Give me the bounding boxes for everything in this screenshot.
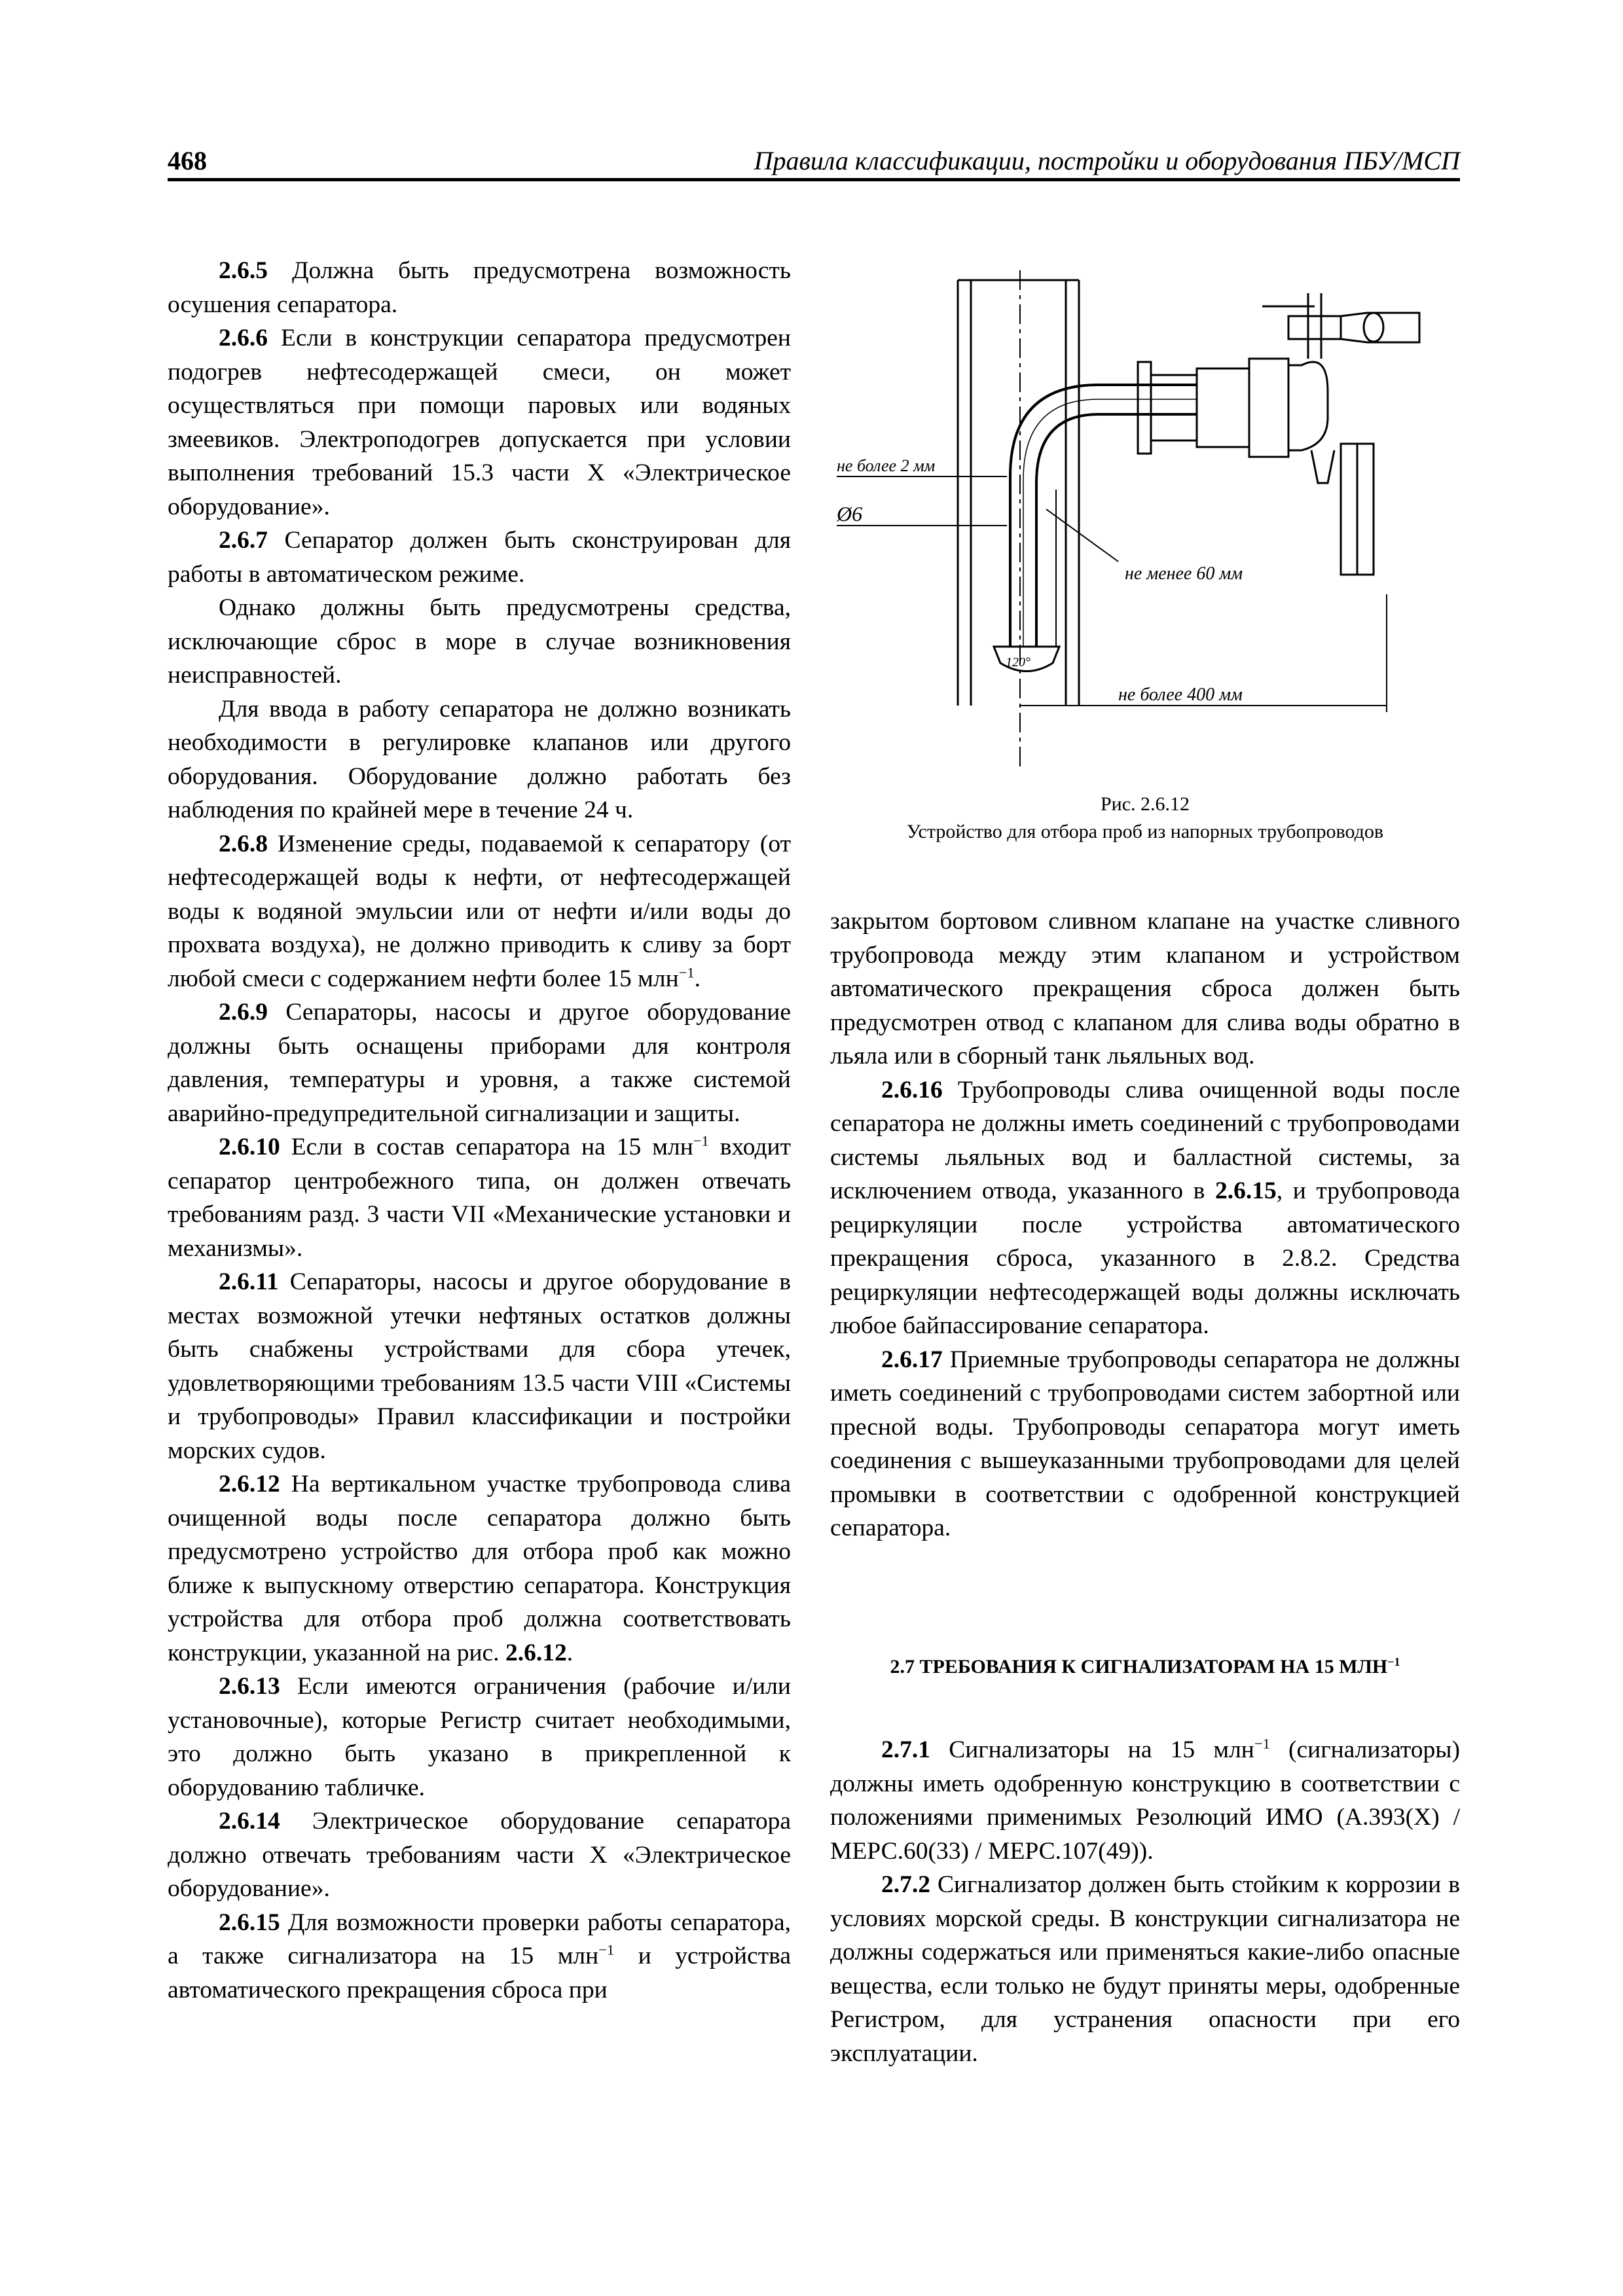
paragraph-tail: .: [566, 1639, 574, 1666]
paragraph-text: Изменение среды, подаваемой к сепаратору (от нефтесодержащей воды к нефти, от нефтесодержащей воды к водяной эмульсии или от нефти и/или воды до прохвата воздуха), не должно приводить к сливу за борт любой смеси с содержанием нефти более 15 млн: [168, 830, 791, 992]
figure-reference: 2.6.12: [505, 1639, 567, 1666]
label-gap: не более 2 мм: [837, 456, 936, 475]
paragraph-text: Сигнализаторы на 15 млн: [930, 1736, 1254, 1763]
paragraph-text: Должна быть предусмотрена возможность осушения сепаратора.: [168, 257, 791, 318]
paragraph: [168, 692, 791, 827]
section-heading: [830, 1656, 1460, 1678]
label-angle: 120°: [1006, 655, 1030, 670]
paragraph-text: закрытом бортовом сливном клапане на участке сливного трубопровода между этим клапаном и устройством автоматического прекращения сброса должен быть предусмотрен отвод с клапаном для слива воды обратно в льяла или в сборный танк льяльных вод.: [830, 908, 1460, 1069]
paragraph-text: Для ввода в работу сепаратора не должно возникать необходимости в регулировке клапанов или другого оборудования. Оборудование должно работать без наблюдения по крайней мере в течение 24 ч.: [168, 695, 791, 823]
paragraph: [830, 1073, 1460, 1343]
paragraph-text: Сепаратор должен быть сконструирован для работы в автоматическом режиме.: [168, 527, 791, 588]
paragraph-tail: входит сепаратор центробежного типа, он должен отвечать требованиям разд. 3 части VII «Механические установки и механизмы».: [168, 1134, 791, 1262]
clause-number: 2.6.7: [219, 527, 268, 554]
paragraph: [168, 321, 791, 524]
paragraph: [168, 1906, 791, 2007]
superscript: −1: [693, 1132, 709, 1149]
clause-number: 2.6.15: [219, 1909, 280, 1936]
paragraph: [830, 1868, 1460, 2070]
figure-caption: [830, 791, 1460, 846]
paragraph: [168, 524, 791, 591]
paragraph-text: Электрическое оборудование сепаратора должно отвечать требованиям части X «Электрическое оборудование».: [168, 1808, 791, 1902]
paragraph-text: Если в состав сепаратора на 15 млн: [280, 1134, 693, 1160]
clause-number: 2.6.5: [219, 257, 268, 284]
paragraph-tail: и устройства автоматического прекращения сброса при: [168, 1943, 791, 2003]
label-max-length: не более 400 мм: [1118, 685, 1243, 705]
section-heading-text: 2.7 ТРЕБОВАНИЯ К СИГНАЛИЗАТОРАМ НА 15 МЛН: [890, 1656, 1388, 1677]
figure-sampling-device: [830, 254, 1460, 850]
paragraph-text: Приемные трубопроводы сепаратора не должны иметь соединений с трубопроводами систем забортной или пресной воды. Трубопроводы сепаратора могут иметь соединения с вышеуказанными трубопроводами для целей промывки в соответствии с одобренной конструкцией сепаратора.: [830, 1346, 1460, 1541]
clause-number: 2.7.1: [881, 1736, 930, 1763]
paragraph-tail: .: [694, 965, 701, 992]
paragraph: [830, 1343, 1460, 1545]
clause-number: 2.6.13: [219, 1673, 280, 1700]
paragraph: [830, 1733, 1460, 1868]
paragraph-tail: (сигнализаторы) должны иметь одобренную конструкцию в соответствии с положениями применимых Резолюций ИМО (А.393(X) / МЕРС.60(33) / МЕРС.107(49)).: [830, 1736, 1460, 1865]
right-column-2: [830, 1733, 1460, 2070]
paragraph: [830, 905, 1460, 1073]
paragraph: [168, 254, 791, 321]
right-column: [830, 905, 1460, 1545]
running-title: Правила классификации, постройки и оборудования ПБУ/МСП: [754, 146, 1460, 175]
page-number: 468: [168, 146, 207, 175]
paragraph: [168, 827, 791, 996]
superscript: −1: [598, 1941, 615, 1958]
paragraph-tail: , и трубопровода рециркуляции после устройства автоматического прекращения сброса, указанного в 2.8.2. Средства рециркуляции нефтесодержащей воды должны исключать любое байпассирование сепаратора.: [830, 1177, 1460, 1339]
paragraph: [168, 1467, 791, 1670]
paragraph-text: Сепараторы, насосы и другое оборудование в местах возможной утечки нефтяных остатков должны быть снабжены устройствами для сбора утечек, удовлетворяющими требованиям 13.5 части VIII «Системы и трубопроводы» Правил классификации и постройки морских судов.: [168, 1268, 791, 1464]
paragraph-text: Сепараторы, насосы и другое оборудование должны быть оснащены приборами для контроля давления, температуры и уровня, а также системой аварийно-предупредительной сигнализации и защиты.: [168, 999, 791, 1127]
clause-number: 2.6.14: [219, 1808, 280, 1835]
clause-number: 2.7.2: [881, 1871, 930, 1898]
figure-title: Устройство для отбора проб из напорных трубопроводов: [906, 821, 1384, 842]
paragraph: [168, 1670, 791, 1804]
header-rule: [168, 178, 1460, 181]
paragraph-text: Трубопроводы слива очищенной воды после сепаратора не должны иметь соединений с трубопроводами системы льяльных вод и балластной системы, за исключением отвода, указанного в: [830, 1076, 1460, 1204]
paragraph: [168, 1265, 791, 1467]
clause-number: 2.6.6: [219, 325, 268, 351]
superscript: −1: [1254, 1735, 1270, 1752]
clause-number: 2.6.12: [219, 1471, 280, 1498]
paragraph: [168, 1804, 791, 1906]
left-column: [168, 254, 791, 2007]
clause-number: 2.6.11: [219, 1268, 279, 1295]
section-heading-sup: −1: [1387, 1655, 1400, 1669]
label-min-length: не менее 60 мм: [1125, 564, 1243, 584]
superscript: −1: [678, 964, 695, 980]
figure-reference: 2.6.15: [1214, 1177, 1277, 1204]
clause-number: 2.6.16: [881, 1076, 943, 1103]
page-header: [168, 145, 1460, 182]
clause-number: 2.6.17: [881, 1346, 943, 1373]
paragraph: [168, 996, 791, 1130]
clause-number: 2.6.9: [219, 999, 268, 1026]
clause-number: 2.6.8: [219, 830, 268, 857]
paragraph: [168, 1130, 791, 1265]
paragraph: [168, 591, 791, 692]
paragraph-text: Если имеются ограничения (рабочие и/или установочные), которые Регистр считает необходимыми, это должно быть указано в прикрепленной к оборудованию табличке.: [168, 1673, 791, 1801]
paragraph-text: Если в конструкции сепаратора предусмотрен подогрев нефтесодержащей смеси, он может осуществляться при помощи паровых или водяных змеевиков. Электроподогрев допускается при условии выполнения требований 15.3 части X «Электрическое оборудование».: [168, 325, 791, 520]
paragraph-text: Однако должны быть предусмотрены средства, исключающие сброс в море в случае возникновения неисправностей.: [168, 594, 791, 689]
paragraph-text: На вертикальном участке трубопровода слива очищенной воды после сепаратора должно быть предусмотрено устройство для отбора проб как можно ближе к выпускному отверстию сепаратора. Конструкция устройства для отбора проб должна соответствовать конструкции, указанной на рис.: [168, 1471, 791, 1666]
figure-number: Рис. 2.6.12: [1100, 793, 1190, 815]
label-diameter: Ø6: [837, 502, 863, 526]
clause-number: 2.6.10: [219, 1134, 280, 1160]
paragraph-text: Для возможности проверки работы сепаратора, а также сигнализатора на 15 млн: [168, 1909, 791, 1969]
paragraph-text: Сигнализатор должен быть стойким к коррозии в условиях морской среды. В конструкции сигнализатора не должны содержаться или применяться какие-либо опасные вещества, если только не будут приняты меры, одобренные Регистром, для устранения опасности при его эксплуатации.: [830, 1871, 1460, 2067]
sampling-device-drawing: [830, 254, 1460, 784]
